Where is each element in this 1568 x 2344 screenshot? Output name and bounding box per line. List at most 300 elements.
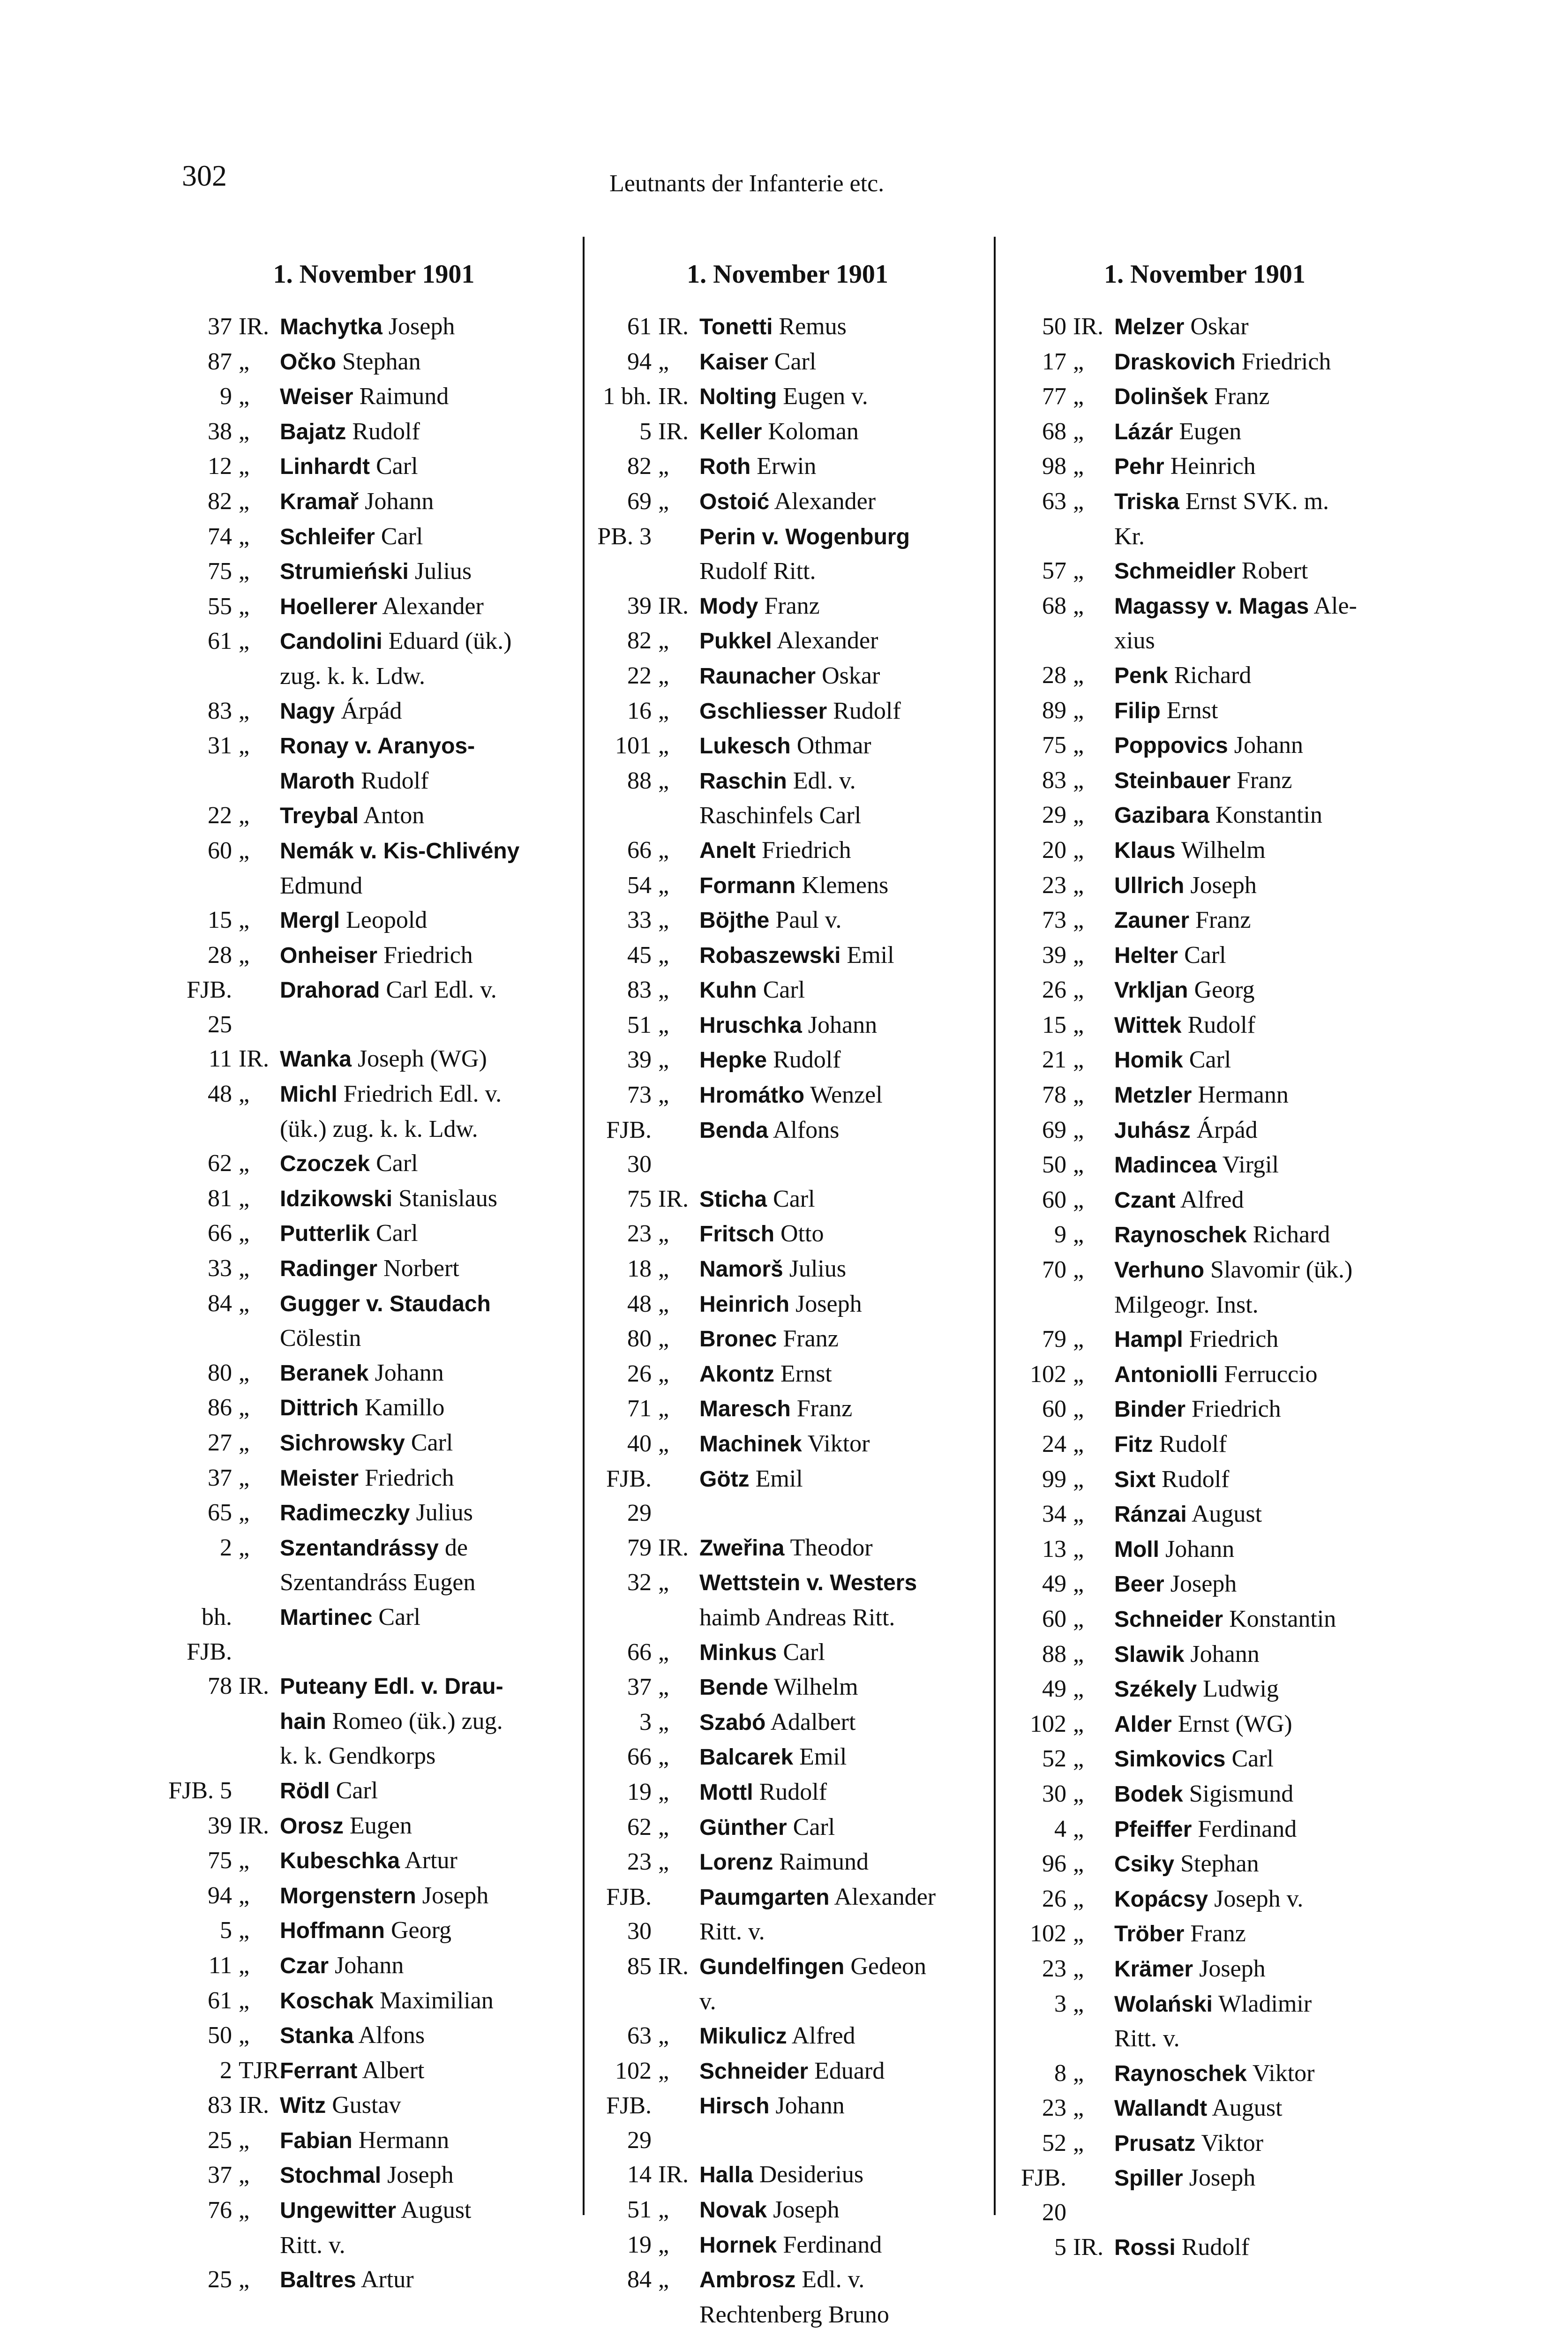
regiment-abbrev: „: [1073, 1011, 1084, 1038]
given-name: Erwin: [750, 453, 817, 480]
list-item: [1001, 1777, 1409, 1812]
regiment-number: 50: [1042, 1151, 1066, 1179]
surname: Tonetti: [699, 315, 773, 339]
given-name: Friedrich: [1185, 1396, 1281, 1423]
surname: Morgenstern: [280, 1883, 416, 1908]
officer-name: [694, 1531, 989, 1566]
given-name: Johann: [1159, 1535, 1235, 1563]
list-item: [586, 1078, 989, 1113]
officer-name: [694, 1078, 989, 1113]
surname: Székely: [1114, 1677, 1197, 1702]
regiment-abbrev: „: [239, 1429, 250, 1456]
regiment-number: 88: [627, 767, 652, 794]
regiment-abbrev: „: [239, 2266, 250, 2293]
regiment-number: 38: [208, 418, 232, 445]
regiment-number: 66: [627, 836, 652, 864]
regiment-number: 48: [208, 1081, 232, 1108]
given-name: Theodor: [784, 1534, 873, 1561]
regiment-abbrev: „: [1073, 697, 1084, 724]
officer-name: [694, 1949, 989, 2019]
officer-name: [694, 1287, 989, 1322]
list-item: [586, 309, 989, 345]
regiment-number: 102: [1030, 1920, 1066, 1947]
regiment-number: 11: [208, 1952, 232, 1979]
surname: Koschak: [280, 1988, 374, 2013]
regiment-number: 23: [1042, 1955, 1066, 1982]
regiment-number: 80: [208, 1359, 232, 1386]
officer-name: [694, 2019, 989, 2054]
officer-name: [1109, 1497, 1409, 1532]
surname: Radinger: [280, 1256, 378, 1282]
regiment-abbrev: „: [1073, 766, 1084, 794]
surname: Puteany Edl. v. Drau- hain: [280, 1674, 503, 1734]
officer-name: [694, 1565, 989, 1635]
given-name: Rudolf: [1153, 1431, 1227, 1457]
officer-name: [274, 1146, 581, 1181]
given-name: Richard: [1168, 661, 1252, 689]
regiment-abbrev: „: [239, 1185, 250, 1212]
list-item: [1001, 1707, 1409, 1742]
surname: Novak: [699, 2198, 767, 2223]
regiment-abbrev: „: [658, 1430, 669, 1457]
regiment-abbrev: „: [239, 1499, 250, 1526]
officer-name: [1109, 2161, 1409, 2230]
given-name: Paul v.: [769, 907, 842, 934]
regiment-abbrev: „: [1073, 592, 1084, 619]
regiment-number: 96: [1042, 1850, 1066, 1878]
list-item: [1001, 868, 1409, 903]
list-item: [166, 1356, 581, 1391]
given-name: Viktor: [1246, 2059, 1315, 2087]
regiment-number: 29: [1042, 802, 1066, 829]
given-name: Joseph: [416, 1882, 489, 1909]
given-name: Franz: [790, 1395, 853, 1422]
list-item: [166, 834, 581, 903]
given-name: Konstantin: [1223, 1605, 1336, 1632]
officer-name: [1109, 868, 1409, 903]
surname: Radimeczky: [280, 1501, 410, 1526]
regiment-number: 37: [208, 2162, 232, 2189]
regiment-abbrev: „: [1073, 383, 1084, 410]
regiment-number: 68: [1042, 418, 1066, 445]
regiment-abbrev: „: [1073, 802, 1084, 829]
surname: Lorenz: [699, 1850, 773, 1875]
officer-name: [1109, 658, 1409, 693]
officer-name: [694, 1217, 989, 1252]
officer-name: [274, 1948, 581, 1983]
surname: Dolinšek: [1114, 384, 1208, 410]
given-name: Carl: [369, 453, 418, 480]
surname: Bodek: [1114, 1781, 1183, 1807]
officer-name: [1109, 763, 1409, 798]
officer-name: [694, 2262, 989, 2332]
surname: Steinbauer: [1114, 768, 1231, 793]
list-item: [1001, 1742, 1409, 1777]
officer-name: [274, 1216, 581, 1251]
given-name: Koloman: [762, 418, 859, 445]
surname: Ronay v. Aranyos- Maroth: [280, 734, 475, 794]
surname: Roth: [699, 454, 751, 480]
list-item: [166, 1878, 581, 1914]
surname: Perin v. Wogenburg: [699, 524, 910, 549]
surname: Nolting: [699, 384, 777, 410]
regiment-number: 34: [1042, 1501, 1066, 1528]
list-item: [166, 1461, 581, 1496]
given-name: Desiderius: [753, 2161, 864, 2188]
surname: Bronec: [699, 1327, 777, 1352]
officer-name: [274, 1042, 581, 1077]
given-name: Otto: [774, 1220, 824, 1247]
regiment-number: 60: [1042, 1396, 1066, 1423]
surname: Gschliesser: [699, 699, 827, 724]
regiment-abbrev: „: [239, 628, 250, 655]
regiment-number: 19: [627, 2231, 652, 2258]
surname: Pfeiffer: [1114, 1817, 1192, 1842]
surname: Mody: [699, 594, 758, 619]
list-item: [166, 414, 581, 450]
surname: Beer: [1114, 1572, 1164, 1597]
officer-name: [694, 833, 989, 868]
list-item: [166, 729, 581, 798]
regiment-abbrev: „: [239, 697, 250, 724]
surname: Stanka: [280, 2023, 354, 2049]
regiment-number: 75: [627, 1185, 652, 1212]
list-item: [166, 2088, 581, 2123]
surname: Wittek: [1114, 1013, 1182, 1038]
regiment-abbrev: „: [658, 1290, 669, 1317]
officer-name: [1109, 2230, 1409, 2265]
given-name: Stanislaus: [392, 1185, 497, 1212]
surname: Zweřina: [699, 1535, 785, 1561]
page-number: 302: [182, 159, 227, 192]
regiment-abbrev: „: [658, 2196, 669, 2224]
given-name: Julius: [410, 1499, 473, 1526]
regiment-number: 3: [1054, 1990, 1066, 2017]
list-item: [1001, 1462, 1409, 1497]
list-item: [166, 1773, 581, 1809]
regiment-number: 60: [1042, 1605, 1066, 1632]
regiment-abbrev: „: [1073, 1885, 1084, 1912]
surname: Wallandt: [1114, 2096, 1208, 2121]
regiment-abbrev: „: [658, 1395, 669, 1422]
list-item: [1001, 1602, 1409, 1637]
surname: Fritsch: [699, 1222, 775, 1247]
list-item: [1001, 1567, 1409, 1602]
regiment-number: 23: [627, 1848, 652, 1876]
surname: Ránzai: [1114, 1502, 1187, 1527]
surname: Wolański: [1114, 1991, 1213, 2017]
officer-name: [1109, 1847, 1409, 1882]
regiment-abbrev: „: [1073, 1465, 1084, 1493]
officer-name: [274, 484, 581, 519]
list-item: [166, 519, 581, 555]
given-name: Hermann: [352, 2126, 450, 2154]
surname: Witz: [280, 2093, 326, 2119]
officer-name: [274, 2088, 581, 2123]
regiment-number: 87: [208, 348, 232, 375]
given-name: Rudolf: [767, 1046, 841, 1074]
regiment-number: FJB. 30: [606, 1883, 652, 1945]
surname: Raunacher: [699, 663, 816, 689]
given-name: Johann: [368, 1359, 444, 1386]
given-name: Johann: [329, 1952, 404, 1979]
given-name: Franz: [777, 1325, 839, 1352]
regiment-number: 26: [1042, 977, 1066, 1004]
given-name: Viktor: [802, 1430, 870, 1457]
regiment-number: 33: [627, 907, 652, 934]
given-name: Julius: [408, 558, 472, 585]
surname: Alder: [1114, 1712, 1172, 1737]
regiment-abbrev: „: [1073, 1955, 1084, 1982]
officer-name: [274, 309, 581, 345]
list-item: [166, 2053, 581, 2089]
list-item: [166, 2158, 581, 2193]
given-name: Alexander: [377, 593, 484, 620]
regiment-number: 51: [627, 2196, 652, 2224]
given-name: Carl Edl. v.: [380, 977, 497, 1004]
regiment-abbrev: „: [1073, 1745, 1084, 1773]
regiment-abbrev: „: [239, 383, 250, 410]
given-name: Ferruccio: [1218, 1360, 1318, 1388]
regiment-number: 83: [1042, 766, 1066, 794]
officer-name: [274, 1983, 581, 2019]
list-item: [1001, 589, 1409, 658]
regiment-number: 73: [627, 1082, 652, 1109]
regiment-abbrev: „: [658, 1360, 669, 1387]
regiment-abbrev: „: [1073, 907, 1084, 934]
regiment-number: 5: [639, 418, 652, 445]
list-item: [586, 1357, 989, 1392]
regiment-abbrev: „: [239, 1220, 250, 1247]
list-item: [1001, 1217, 1409, 1253]
surname: Bajatz: [280, 419, 346, 444]
list-item: [166, 624, 581, 693]
column-heading: 1. November 1901: [273, 260, 475, 289]
regiment-abbrev: IR.: [658, 418, 689, 445]
regiment-abbrev: „: [239, 1150, 250, 1177]
officer-name: [1109, 1113, 1409, 1148]
regiment-abbrev: „: [658, 348, 669, 375]
officer-name: [274, 1356, 581, 1391]
list-item: [166, 938, 581, 973]
given-name: Adalbert: [765, 1708, 856, 1735]
regiment-number: FJB. 30: [606, 1116, 652, 1178]
officer-name: [694, 1252, 989, 1287]
regiment-abbrev: IR.: [658, 1953, 689, 1980]
regiment-number: 83: [627, 977, 652, 1004]
regiment-number: 73: [1042, 907, 1066, 934]
officer-name: [274, 1181, 581, 1217]
officer-name: [694, 1740, 989, 1775]
surname: Kuhn: [699, 978, 757, 1003]
regiment-number: 28: [1042, 661, 1066, 689]
given-name: Rudolf: [354, 767, 429, 794]
regiment-abbrev: „: [658, 627, 669, 654]
given-name: Edl. v. Rechtenberg Bruno: [699, 2266, 889, 2328]
regiment-abbrev: „: [1073, 1256, 1084, 1284]
list-item: [166, 1042, 581, 1077]
given-name: Georg: [1188, 977, 1255, 1004]
regiment-abbrev: IR.: [239, 313, 269, 340]
regiment-abbrev: „: [239, 593, 250, 620]
list-item: [166, 379, 581, 414]
list-item: [1001, 938, 1409, 973]
officer-name: [274, 1461, 581, 1496]
list-item: [1001, 449, 1409, 484]
list-item: [1001, 903, 1409, 938]
surname: Heinrich: [699, 1292, 790, 1317]
list-item: [166, 309, 581, 345]
given-name: Árpád: [1190, 1116, 1258, 1143]
list-item: [586, 659, 989, 694]
list-item: [1001, 414, 1409, 450]
regiment-number: 85: [627, 1953, 652, 1980]
regiment-number: 50: [1042, 313, 1066, 340]
given-name: Carl: [372, 1603, 420, 1630]
surname: Slawik: [1114, 1642, 1185, 1667]
given-name: Franz: [1230, 766, 1292, 794]
regiment-abbrev: „: [239, 2197, 250, 2224]
surname: Halla: [699, 2163, 753, 2188]
officer-name: [1109, 1392, 1409, 1427]
regiment-number: 39: [627, 1046, 652, 1074]
officer-name: [694, 1008, 989, 1043]
regiment-number: 69: [1042, 1116, 1066, 1143]
regiment-abbrev: „: [658, 767, 669, 794]
surname: Spiller: [1114, 2166, 1183, 2191]
officer-name: [274, 414, 581, 450]
regiment-number: 39: [208, 1812, 232, 1839]
running-head: Leutnants der Infanterie etc.: [609, 170, 885, 197]
regiment-number: 9: [1054, 1221, 1066, 1248]
surname: Juhász: [1114, 1118, 1191, 1143]
regiment-number: 71: [627, 1395, 652, 1422]
officer-name: [274, 1878, 581, 1914]
given-name: Carl: [1178, 941, 1226, 969]
surname: Drahorad: [280, 978, 380, 1003]
list-item: [1001, 1008, 1409, 1043]
list-item: [1001, 1847, 1409, 1882]
given-name: Johann: [359, 488, 434, 515]
list-item: [586, 1565, 989, 1635]
officer-name: [274, 1843, 581, 1878]
regiment-abbrev: „: [1073, 977, 1084, 1004]
regiment-number: 102: [1030, 1360, 1066, 1388]
regiment-abbrev: „: [1073, 1535, 1084, 1563]
given-name: Anton: [359, 802, 425, 829]
regiment-number: 102: [1030, 1710, 1066, 1737]
surname: Mikulicz: [699, 2024, 787, 2049]
surname: Hromátko: [699, 1083, 805, 1108]
list-item: [1001, 345, 1409, 380]
given-name: Carl: [370, 1220, 418, 1247]
regiment-abbrev: „: [1073, 1221, 1084, 1248]
given-name: Oskar: [1184, 313, 1249, 340]
surname: Kubeschka: [280, 1848, 400, 1874]
officer-name: [1109, 2091, 1409, 2126]
regiment-number: 2: [220, 1534, 232, 1561]
list-item: [586, 345, 989, 380]
officer-name: [274, 1077, 581, 1146]
officer-name: [274, 938, 581, 973]
list-item: [1001, 1882, 1409, 1917]
given-name: Klemens: [795, 871, 889, 899]
list-item: [586, 729, 989, 764]
regiment-abbrev: „: [1073, 1396, 1084, 1423]
regiment-number: 31: [208, 732, 232, 759]
officer-name: [1109, 1357, 1409, 1392]
regiment-abbrev: „: [1073, 1501, 1084, 1528]
regiment-number: 76: [208, 2197, 232, 2224]
regiment-number: 61: [208, 628, 232, 655]
list-item: [1001, 1043, 1409, 1078]
regiment-number: 61: [627, 313, 652, 340]
entry-list: [1001, 309, 1409, 2265]
regiment-number: 80: [627, 1325, 652, 1352]
given-name: Alexander: [772, 627, 878, 654]
regiment-abbrev: „: [1073, 2059, 1084, 2087]
regiment-abbrev: „: [1073, 1850, 1084, 1878]
regiment-abbrev: „: [658, 453, 669, 480]
officer-name: [694, 2054, 989, 2089]
surname: Stochmal: [280, 2163, 382, 2188]
list-item: [586, 1949, 989, 2019]
list-item: [586, 1705, 989, 1740]
given-name: Slavomir (ük.) Milgeogr. Inst.: [1114, 1256, 1353, 1318]
list-item: [586, 379, 989, 414]
list-item: [586, 1182, 989, 1217]
regiment-number: 49: [1042, 1570, 1066, 1598]
list-item: [586, 1670, 989, 1705]
given-name: Eduard: [808, 2057, 885, 2084]
surname: Gundelfingen: [699, 1954, 845, 1979]
list-item: [166, 1495, 581, 1531]
surname: Günther: [699, 1815, 787, 1840]
officer-name: [274, 729, 581, 798]
officer-name: [1109, 1742, 1409, 1777]
surname: Lázár: [1114, 419, 1173, 444]
regiment-number: 86: [208, 1394, 232, 1421]
regiment-number: FJB. 5: [168, 1777, 232, 1804]
officer-name: [694, 1775, 989, 1810]
list-item: [1001, 1392, 1409, 1427]
given-name: Rudolf: [1175, 2233, 1250, 2261]
regiment-number: 74: [208, 523, 232, 550]
list-item: [166, 1843, 581, 1878]
given-name: Ernst SVK. m. Kr.: [1114, 488, 1329, 550]
list-item: [1001, 1322, 1409, 1357]
regiment-abbrev: [232, 1773, 274, 1809]
given-name: Franz: [1208, 383, 1270, 410]
list-item: [1001, 1812, 1409, 1847]
officer-name: [1109, 798, 1409, 833]
surname: Lukesch: [699, 734, 791, 759]
given-name: Joseph: [1184, 871, 1257, 899]
given-name: Artur: [356, 2266, 414, 2293]
list-item: [586, 1008, 989, 1043]
list-item: [166, 1809, 581, 1844]
regiment-abbrev: „: [658, 1011, 669, 1038]
regiment-abbrev: „: [658, 732, 669, 759]
officer-name: [694, 589, 989, 624]
regiment-abbrev: „: [1073, 1675, 1084, 1703]
given-name: Julius: [783, 1255, 847, 1283]
column-left: [166, 258, 581, 2298]
officer-name: [1109, 484, 1409, 554]
list-item: [586, 1531, 989, 1566]
list-item: [166, 1913, 581, 1948]
surname: Filip: [1114, 698, 1161, 723]
